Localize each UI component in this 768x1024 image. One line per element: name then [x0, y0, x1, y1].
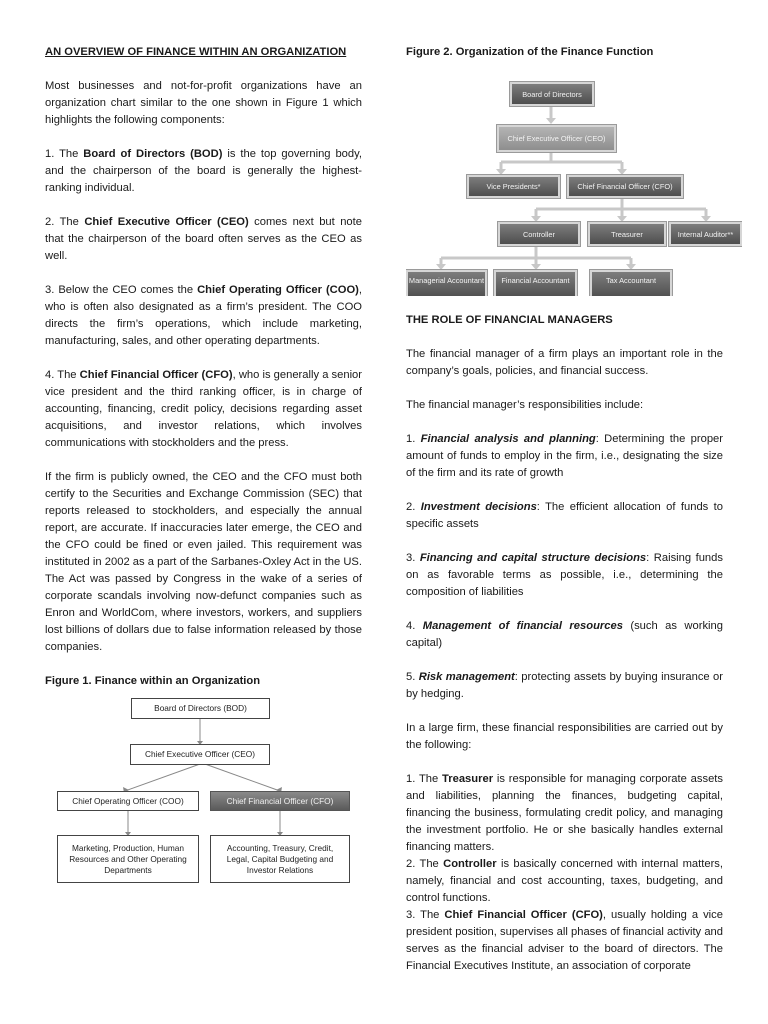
sox-paragraph: If the firm is publicly owned, the CEO and the CFO must both certify to the Securities and Exchange Commission (SEC) that reports released to stockholders, and especially the annual report, are accurate. If inaccuracies later emerge, the CEO and the CFO could be fined or even jailed. This requirement was instituted in 2002 as a part of the Sarbanes-Oxley Act in the US. The Act was passed by Congress in the wake of a series of corporate scandals involving now-defunct companies such as Enron and WorldCom, where investors, workers, and suppliers lost billions of dollars due to false information released by those companies. — [45, 471, 362, 653]
fig2-treasurer-box: Treasurer — [588, 222, 666, 246]
controller-paragraph: 2. The Controller is basically concerned with internal matters, namely, financial and cost accounting, taxes, budgeting, and control functions. — [406, 858, 724, 904]
responsibilities-intro: The financial manager’s responsibilities include: — [406, 399, 644, 411]
fig1-cfo-box: Chief Financial Officer (CFO) — [210, 791, 350, 811]
role-intro: The financial manager of a firm plays an important role in the company’s goals, policies, and financial success. — [406, 348, 723, 377]
fig1-cfo-departments-box: Accounting, Treasury, Credit, Legal, Capital Budgeting and Investor Relations — [210, 835, 350, 883]
right-column — [406, 44, 723, 61]
fig1-coo-box: Chief Operating Officer (COO) — [57, 791, 199, 811]
responsibility-2: 2. Investment decisions: The efficient allocation of funds to specific assets — [406, 501, 723, 530]
fig2-financial-accountant-box: Financial Accountant — [494, 270, 577, 296]
fig2-bod-box: Board of Directors — [510, 82, 594, 106]
left-column — [45, 44, 362, 690]
fig2-cfo-box: Chief Financial Officer (CFO) — [567, 175, 683, 198]
responsibility-1: 1. Financial analysis and planning: Determining the proper amount of funds to employ in the firm, i.e., designating the size of the firm and its rate of growth — [406, 433, 723, 479]
fig2-auditor-box: Internal Auditor** — [669, 222, 742, 246]
ceo-paragraph: 2. The Chief Executive Officer (CEO) comes next but note that the chairperson of the board often serves as the CEO as well. — [45, 216, 362, 262]
cfo-role-paragraph: 3. The Chief Financial Officer (CFO), usually holding a vice president position, supervises all phases of financial activity and serves as the financial adviser to the board of directors. The Financial Executives Institute, an association of corporate — [406, 909, 723, 972]
cfo-paragraph: 4. The Chief Financial Officer (CFO), who is generally a senior vice president and the third ranking officer, is in charge of accounting, financing, credit policy, decisions regarding asset acquisitions, and investor relations, which involves communications with stockholders and the press. — [45, 369, 363, 449]
fig2-tax-accountant-box: Tax Accountant — [590, 270, 672, 296]
responsibility-3: 3. Financing and capital structure decisions: Raising funds on as favorable terms as possible, i.e., determining the composition of liabilities — [406, 552, 723, 598]
right-column-text — [406, 312, 723, 975]
article-title: AN OVERVIEW OF FINANCE WITHIN AN ORGANIZATION — [45, 46, 347, 58]
figure1-org-chart — [45, 694, 365, 889]
responsibility-5: 5. Risk management: protecting assets by buying insurance or by hedging. — [406, 671, 723, 700]
fig2-managerial-accountant-box: Managerial Accountant — [406, 270, 487, 296]
large-firm-intro: In a large firm, these financial responsibilities are carried out by the following: — [406, 722, 723, 751]
responsibility-4: 4. Management of financial resources (such as working capital) — [406, 620, 723, 649]
bod-paragraph: 1. The Board of Directors (BOD) is the top governing body, and the chairperson of the board is generally the highest-ranking individual. — [45, 148, 362, 194]
figure2-org-chart — [406, 78, 742, 296]
figure2-title: Figure 2. Organization of the Finance Function — [406, 46, 654, 58]
intro-paragraph: Most businesses and not-for-profit organizations have an organization chart similar to the one shown in Figure 1 which highlights the following components: — [45, 80, 362, 126]
treasurer-paragraph: 1. The Treasurer is responsible for managing corporate assets and liabilities, planning the finances, budgeting capital, financing the business, formulating credit policy, and managing the investment portfolio. He or she basically handles external financing matters. — [406, 773, 724, 853]
fig1-ceo-box: Chief Executive Officer (CEO) — [130, 744, 270, 765]
fig1-coo-departments-box: Marketing, Production, Human Resources and Other Operating Departments — [57, 835, 199, 883]
fig1-bod-box: Board of Directors (BOD) — [131, 698, 270, 719]
coo-paragraph: 3. Below the CEO comes the Chief Operating Officer (COO), who is often also designated as a firm’s president. The COO directs the firm’s operations, which include marketing, manufacturing, sales, and other operating departments. — [45, 284, 362, 347]
fig2-controller-box: Controller — [498, 222, 580, 246]
role-heading: THE ROLE OF FINANCIAL MANAGERS — [406, 314, 613, 326]
fig2-ceo-box: Chief Executive Officer (CEO) — [497, 125, 616, 152]
figure1-title: Figure 1. Finance within an Organization — [45, 675, 261, 687]
fig2-vp-box: Vice Presidents* — [467, 175, 560, 198]
